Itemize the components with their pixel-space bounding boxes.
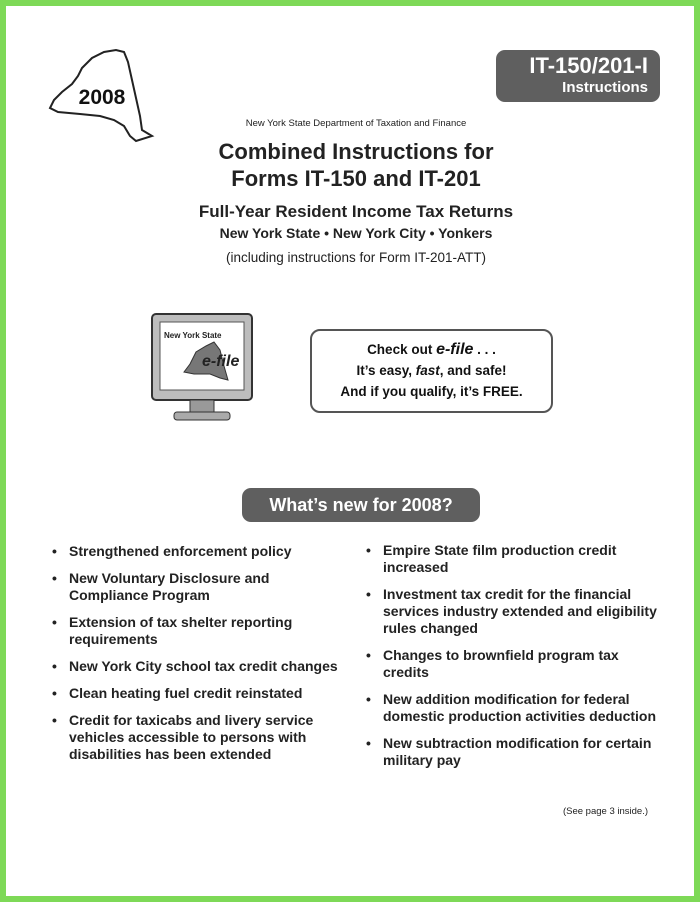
department-name: New York State Department of Taxation and Finance (245, 118, 467, 129)
form-label: Instructions (562, 79, 648, 96)
tax-year: 2008 (78, 86, 126, 109)
list-item: • New subtraction modification for certain military pay (366, 735, 666, 769)
whats-new-heading: What’s new for 2008? (242, 488, 480, 522)
efile-line-2-prefix: It’s easy, (356, 363, 416, 378)
monitor-efile-logo: e-file (202, 353, 240, 370)
see-page-note: (See page 3 inside.) (562, 806, 648, 817)
efile-line-2 (312, 360, 551, 381)
jurisdictions: New York State • New York City • Yonkers (219, 225, 493, 241)
list-item: • Credit for taxicabs and livery service vehicles accessible to persons with disabilities has been extended (52, 712, 352, 763)
whats-new-right-list (366, 542, 666, 779)
document-page (6, 6, 694, 896)
efile-fast-word: fast (415, 363, 440, 378)
list-item: • New Voluntary Disclosure and Compliance Program (52, 570, 352, 604)
efile-line-3: And if you qualify, it’s FREE. (340, 384, 523, 399)
form-number-badge (496, 50, 660, 102)
whats-new-left-list (52, 543, 352, 773)
list-item: • Changes to brownfield program tax credits (366, 647, 666, 681)
page-subtitle: Full-Year Resident Income Tax Returns (198, 202, 514, 221)
list-item: • Investment tax credit for the financial services industry extended and eligibility rules changed (366, 586, 666, 637)
efile-line-1-suffix: . . . (473, 342, 496, 357)
page-title (6, 138, 694, 192)
efile-line-1 (312, 339, 551, 360)
form-number: IT-150/201-I (529, 53, 648, 78)
title-line-2: Forms IT-150 and IT-201 (231, 166, 481, 191)
efile-promo-box (310, 329, 553, 413)
list-item: • Clean heating fuel credit reinstated (52, 685, 352, 702)
monitor-text-top: New York State (164, 331, 222, 340)
title-line-1: Combined Instructions for (218, 139, 494, 164)
computer-monitor-icon (150, 312, 260, 424)
including-note: (including instructions for Form IT-201-ATT) (225, 250, 487, 265)
efile-line-2-suffix: , and safe! (439, 363, 507, 378)
list-item: • Extension of tax shelter reporting requirements (52, 614, 352, 648)
efile-word: e-file (436, 341, 474, 358)
efile-line-1-prefix: Check out (367, 342, 437, 357)
list-item: • New addition modification for federal domestic production activities deduction (366, 691, 666, 725)
list-item: • New York City school tax credit changes (52, 658, 352, 675)
list-item: • Strengthened enforcement policy (52, 543, 352, 560)
list-item: • Empire State film production credit increased (366, 542, 666, 576)
